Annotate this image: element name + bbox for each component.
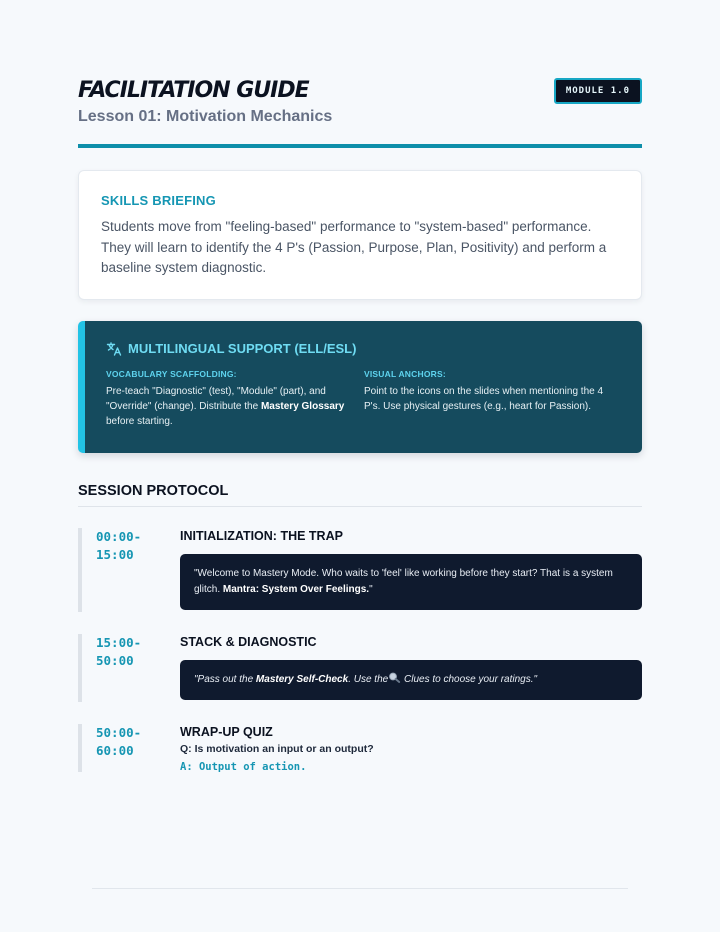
session-protocol-title: SESSION PROTOCOL [78, 482, 642, 507]
quiz-question: Q: Is motivation an input or an output? [180, 743, 374, 755]
quiz-answer: A: Output of action. [180, 761, 307, 773]
protocol-step-wrapup [78, 724, 642, 772]
protocol-step-initialization [78, 528, 642, 612]
script-quote-box: "Pass out the Mastery Self-Check. Use the Clues to choose your ratings." [180, 660, 642, 700]
vocab-scaffolding-column [106, 369, 364, 429]
multilingual-support-card [78, 321, 642, 453]
multilingual-title: MULTILINGUAL SUPPORT (ELL/ESL) [128, 341, 357, 356]
header [78, 78, 642, 148]
step-time: 15:00- 50:00 [96, 635, 142, 668]
step-time: 50:00- 60:00 [96, 725, 142, 758]
mantra-label: Mantra: System Over Feelings. [222, 584, 370, 595]
page-title: FACILITATION GUIDE [78, 78, 309, 103]
skills-briefing-heading: SKILLS BRIEFING [101, 193, 216, 208]
step-title: STACK & DIAGNOSTIC [180, 635, 317, 649]
magnifier-icon [388, 672, 401, 683]
vocab-scaffolding-heading: VOCABULARY SCAFFOLDING: [106, 369, 237, 379]
visual-anchors-text: Point to the icons on the slides when mentioning the 4 P's. Use physical gestures (e.g., heart for Passion). [364, 386, 604, 412]
page-subtitle: Lesson 01: Motivation Mechanics [78, 108, 333, 125]
protocol-step-diagnostic [78, 634, 642, 702]
step-time: 00:00- 15:00 [96, 529, 142, 562]
mastery-glossary-label: Mastery Glossary [260, 401, 345, 412]
skills-briefing-text: Students move from "feeling-based" performance to "system-based" performance. They will learn to identify the 4 P's (Passion, Purpose, Plan, Positivity) and perform a baseline system diagnostic. [101, 219, 607, 275]
step-title: WRAP-UP QUIZ [180, 725, 273, 739]
vocab-scaffolding-text: Pre-teach "Diagnostic" (test), "Module" (part), and "Override" (change). Distribute the Mastery Glossary before starting. [106, 386, 345, 427]
translate-icon [106, 341, 122, 357]
step-title: INITIALIZATION: THE TRAP [180, 529, 343, 543]
facilitation-guide-page [78, 78, 642, 773]
visual-anchors-column [364, 369, 622, 429]
module-badge: MODULE 1.0 [554, 78, 642, 104]
script-quote-box: "Welcome to Mastery Mode. Who waits to 'feel' like working before they start? That is a system glitch. Mantra: System Over Feelings." [180, 554, 642, 610]
self-check-label: Mastery Self-Check [255, 674, 349, 685]
visual-anchors-heading: VISUAL ANCHORS: [364, 369, 446, 379]
skills-briefing-card [78, 170, 642, 300]
footer-divider [92, 888, 628, 889]
